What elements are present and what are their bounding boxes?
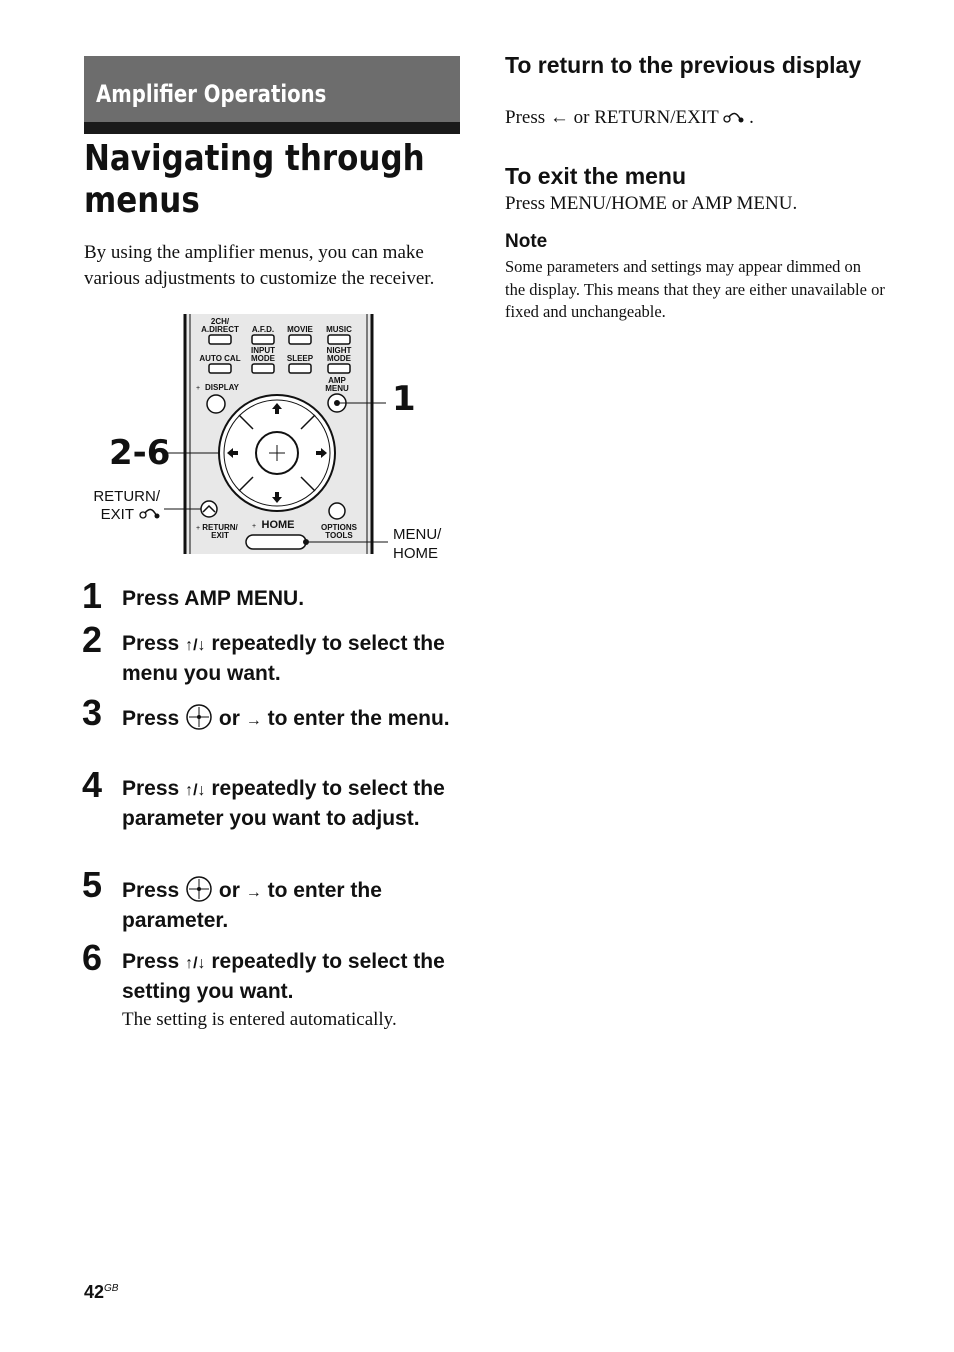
intro-text: By using the amplifier menus, you can make various adjustments to customize the receiver.: [84, 242, 435, 289]
step-5-text: Press or → to enter the parameter.: [122, 875, 467, 934]
label-night: NIGHT: [326, 346, 352, 355]
label-return: RETURN/: [202, 523, 238, 532]
label-movie: MOVIE: [287, 325, 313, 334]
label-2ch: 2CH/: [210, 317, 230, 326]
button-options[interactable]: [329, 503, 345, 519]
return-text: Press ← or RETURN/EXIT .: [505, 107, 754, 128]
step-number-3: 3: [82, 692, 103, 733]
svg-text:+: +: [196, 385, 201, 392]
return-icon: [140, 509, 160, 518]
step-number-5: 5: [82, 864, 103, 905]
step-6-text: Press ↑/↓ repeatedly to select the setting you want.: [122, 950, 445, 1003]
right-arrow-icon: →: [245, 712, 262, 729]
label-input-mode: MODE: [251, 354, 275, 363]
label-amp: AMP: [328, 376, 346, 385]
step-1-text: Press AMP MENU.: [122, 587, 305, 610]
callout-home: HOME: [393, 545, 438, 562]
note-text: Some parameters and settings may appear dimmed on the display. This means that they are either unavailable or fixed and unchangeable.: [505, 257, 885, 321]
button-music[interactable]: [328, 335, 350, 344]
button-afd[interactable]: [252, 335, 274, 344]
up-down-arrow-icon: ↑/↓: [185, 637, 206, 654]
up-down-arrow-icon: ↑/↓: [185, 782, 206, 799]
button-menu-home[interactable]: [246, 535, 306, 549]
step-3-text: Press or → to enter the menu.: [122, 703, 467, 735]
step-2-text: Press ↑/↓ repeatedly to select the menu you want.: [122, 632, 445, 685]
label-amp-menu: MENU: [325, 384, 349, 393]
callout-menu: MENU/: [393, 526, 442, 543]
label-display: DISPLAY: [205, 383, 239, 392]
section-header-rule: [84, 122, 460, 134]
step-number-4: 4: [82, 764, 103, 805]
left-arrow-icon: ←: [549, 107, 569, 128]
button-movie[interactable]: [289, 335, 311, 344]
label-return-exit: EXIT: [211, 531, 229, 540]
button-display[interactable]: [207, 395, 225, 413]
exit-text: Press MENU/HOME or AMP MENU.: [505, 193, 798, 214]
label-auto-cal: AUTO CAL: [199, 354, 241, 363]
callout-2-6: 2-6: [109, 433, 171, 473]
label-tools: TOOLS: [325, 531, 353, 540]
button-sleep[interactable]: [289, 364, 311, 373]
callout-1: 1: [392, 379, 416, 419]
step-number-1: 1: [82, 575, 103, 616]
callout-return: RETURN/: [93, 488, 160, 505]
menu-dot: [303, 539, 309, 545]
callout-exit: EXIT: [100, 506, 134, 523]
button-auto-cal[interactable]: [209, 364, 231, 373]
section-title: Amplifier Operations: [96, 80, 327, 108]
step-4-text: Press ↑/↓ repeatedly to select the parameter you want to adjust.: [122, 777, 445, 830]
svg-text:+: +: [252, 523, 257, 530]
step-number-2: 2: [82, 619, 103, 660]
step-6-note: The setting is entered automatically.: [122, 1009, 397, 1030]
note-title: Note: [505, 231, 548, 252]
page-number: $42^{GB}$: [84, 1282, 119, 1302]
dpad[interactable]: [219, 395, 335, 511]
page-title: Navigating through menus: [84, 138, 425, 221]
right-arrow-icon: →: [245, 884, 262, 901]
button-night-mode[interactable]: [328, 364, 350, 373]
section-header: [84, 56, 460, 134]
label-a-direct: A.DIRECT: [201, 325, 239, 334]
return-icon: [723, 109, 749, 125]
remote-illustration: [84, 310, 464, 570]
button-input-mode[interactable]: [252, 364, 274, 373]
amp-menu-dot: [334, 400, 340, 406]
enter-icon: [185, 703, 213, 731]
button-a-direct[interactable]: [209, 335, 231, 344]
label-input: INPUT: [251, 346, 275, 355]
enter-icon: [185, 875, 213, 903]
step-number-6: 6: [82, 937, 103, 978]
up-down-arrow-icon: ↑/↓: [185, 955, 206, 972]
label-options: OPTIONS: [320, 523, 358, 532]
label-music: MUSIC: [326, 325, 352, 334]
svg-text:+: +: [196, 525, 201, 532]
exit-heading: To exit the menu: [505, 163, 687, 189]
label-afd: A.F.D.: [251, 325, 275, 334]
label-home: HOME: [261, 519, 295, 531]
label-night-mode: MODE: [327, 354, 351, 363]
button-return-exit[interactable]: [201, 501, 217, 517]
label-sleep: SLEEP: [286, 354, 314, 363]
return-heading: To return to the previous display: [505, 52, 862, 78]
